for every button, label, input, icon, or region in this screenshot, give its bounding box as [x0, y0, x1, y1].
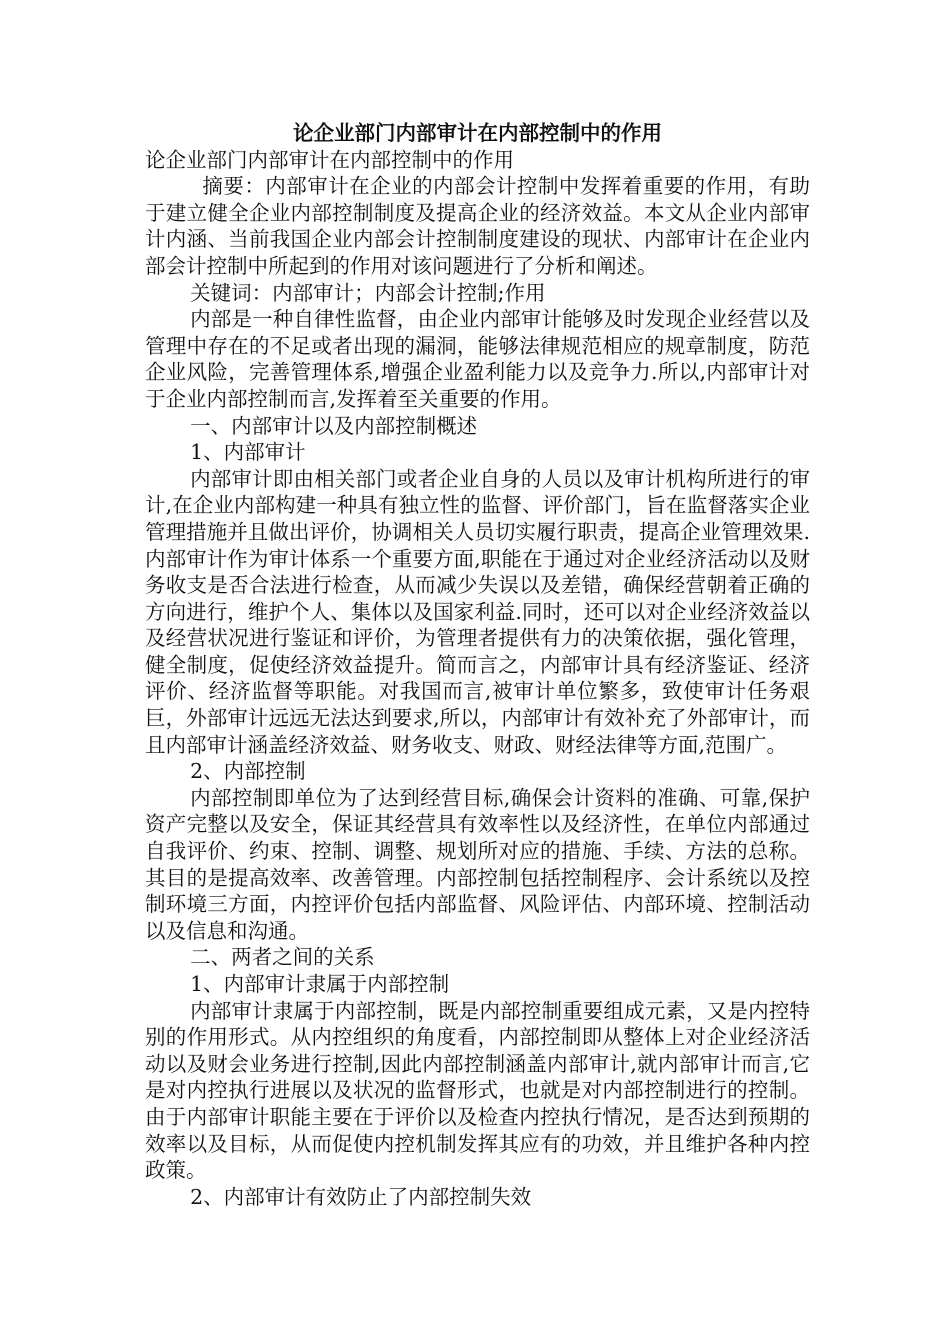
section-heading-1: 一、内部审计以及内部控制概述	[190, 413, 478, 438]
subsection-heading-2-2: 2、内部审计有效防止了内部控制失效	[190, 1184, 532, 1209]
section-heading-2: 二、两者之间的关系	[190, 945, 375, 970]
body-paragraph-relationship: 内部审计隶属于内部控制，既是内部控制重要组成元素，又是内控特别的作用形式。从内控组织的角度看，内部控制即从整体上对企业经济活动以及财会业务进行控制,因此内部控制涵盖内部审计,就内部审计而言,它是对内控执行进展以及状况的监督形式，也就是对内部控制进行的控制。由于内部审计职能主要在于评价以及检查内控执行情况，是否达到预期的效率以及目标，从而促使内控机制发挥其应有的功效，并且维护各种内控政策。	[145, 998, 810, 1183]
subtitle-line: 论企业部门内部审计在内部控制中的作用	[145, 147, 514, 172]
intro-paragraph: 内部是一种自律性监督，由企业内部审计能够及时发现企业经营以及管理中存在的不足或者出现的漏洞，能够法律规范相应的规章制度，防范企业风险，完善管理体系,增强企业盈利能力以及竞争力.所以,内部审计对于企业内部控制而言,发挥着至关重要的作用。	[145, 307, 810, 411]
document-title: 论企业部门内部审计在内部控制中的作用	[293, 121, 662, 145]
keywords-paragraph: 关键词：内部审计；内部会计控制;作用	[190, 280, 546, 305]
document-page	[145, 120, 810, 1210]
body-paragraph-internal-control: 内部控制即单位为了达到经营目标,确保会计资料的准确、可靠,保护资产完整以及安全，保证其经营具有效率性以及经济性，在单位内部通过自我评价、约束、控制、调整、规划所对应的措施、手续、方法的总称。其目的是提高效率、改善管理。内部控制包括控制程序、会计系统以及控制环境三方面，内控评价包括内部监督、风险评估、内部环境、控制活动以及信息和沟通。	[145, 785, 810, 943]
subsection-heading-2-1: 1、内部审计隶属于内部控制	[190, 972, 450, 996]
body-paragraph-internal-audit: 内部审计即由相关部门或者企业自身的人员以及审计机构所进行的审计,在企业内部构建一种具有独立性的监督、评价部门，旨在监督落实企业管理措施并且做出评价，协调相关人员切实履行职责，提高企业管理效果.内部审计作为审计体系一个重要方面,职能在于通过对企业经济活动以及财务收支是否合法进行检查，从而减少失误以及差错，确保经营朝着正确的方向进行，维护个人、集体以及国家利益.同时，还可以对企业经济效益以及经营状况进行鉴证和评价，为管理者提供有力的决策依据，强化管理，健全制度，促使经济效益提升。简而言之，内部审计具有经济鉴证、经济评价、经济监督等职能。对我国而言,被审计单位繁多，致使审计任务艰巨，外部审计远远无法达到要求,所以，内部审计有效补充了外部审计，而且内部审计涵盖经济效益、财务收支、财政、财经法律等方面,范围广。	[145, 466, 810, 757]
subsection-heading-1-2: 2、内部控制	[190, 759, 306, 784]
abstract-paragraph: 摘要：内部审计在企业的内部会计控制中发挥着重要的作用，有助于建立健全企业内部控制制度及提高企业的经济效益。本文从企业内部审计内涵、当前我国企业内部会计控制制度建设的现状、内部审计在企业内部会计控制中所起到的作用对该问题进行了分析和阐述。	[145, 174, 810, 278]
subsection-heading-1-1: 1、内部审计	[190, 440, 306, 465]
